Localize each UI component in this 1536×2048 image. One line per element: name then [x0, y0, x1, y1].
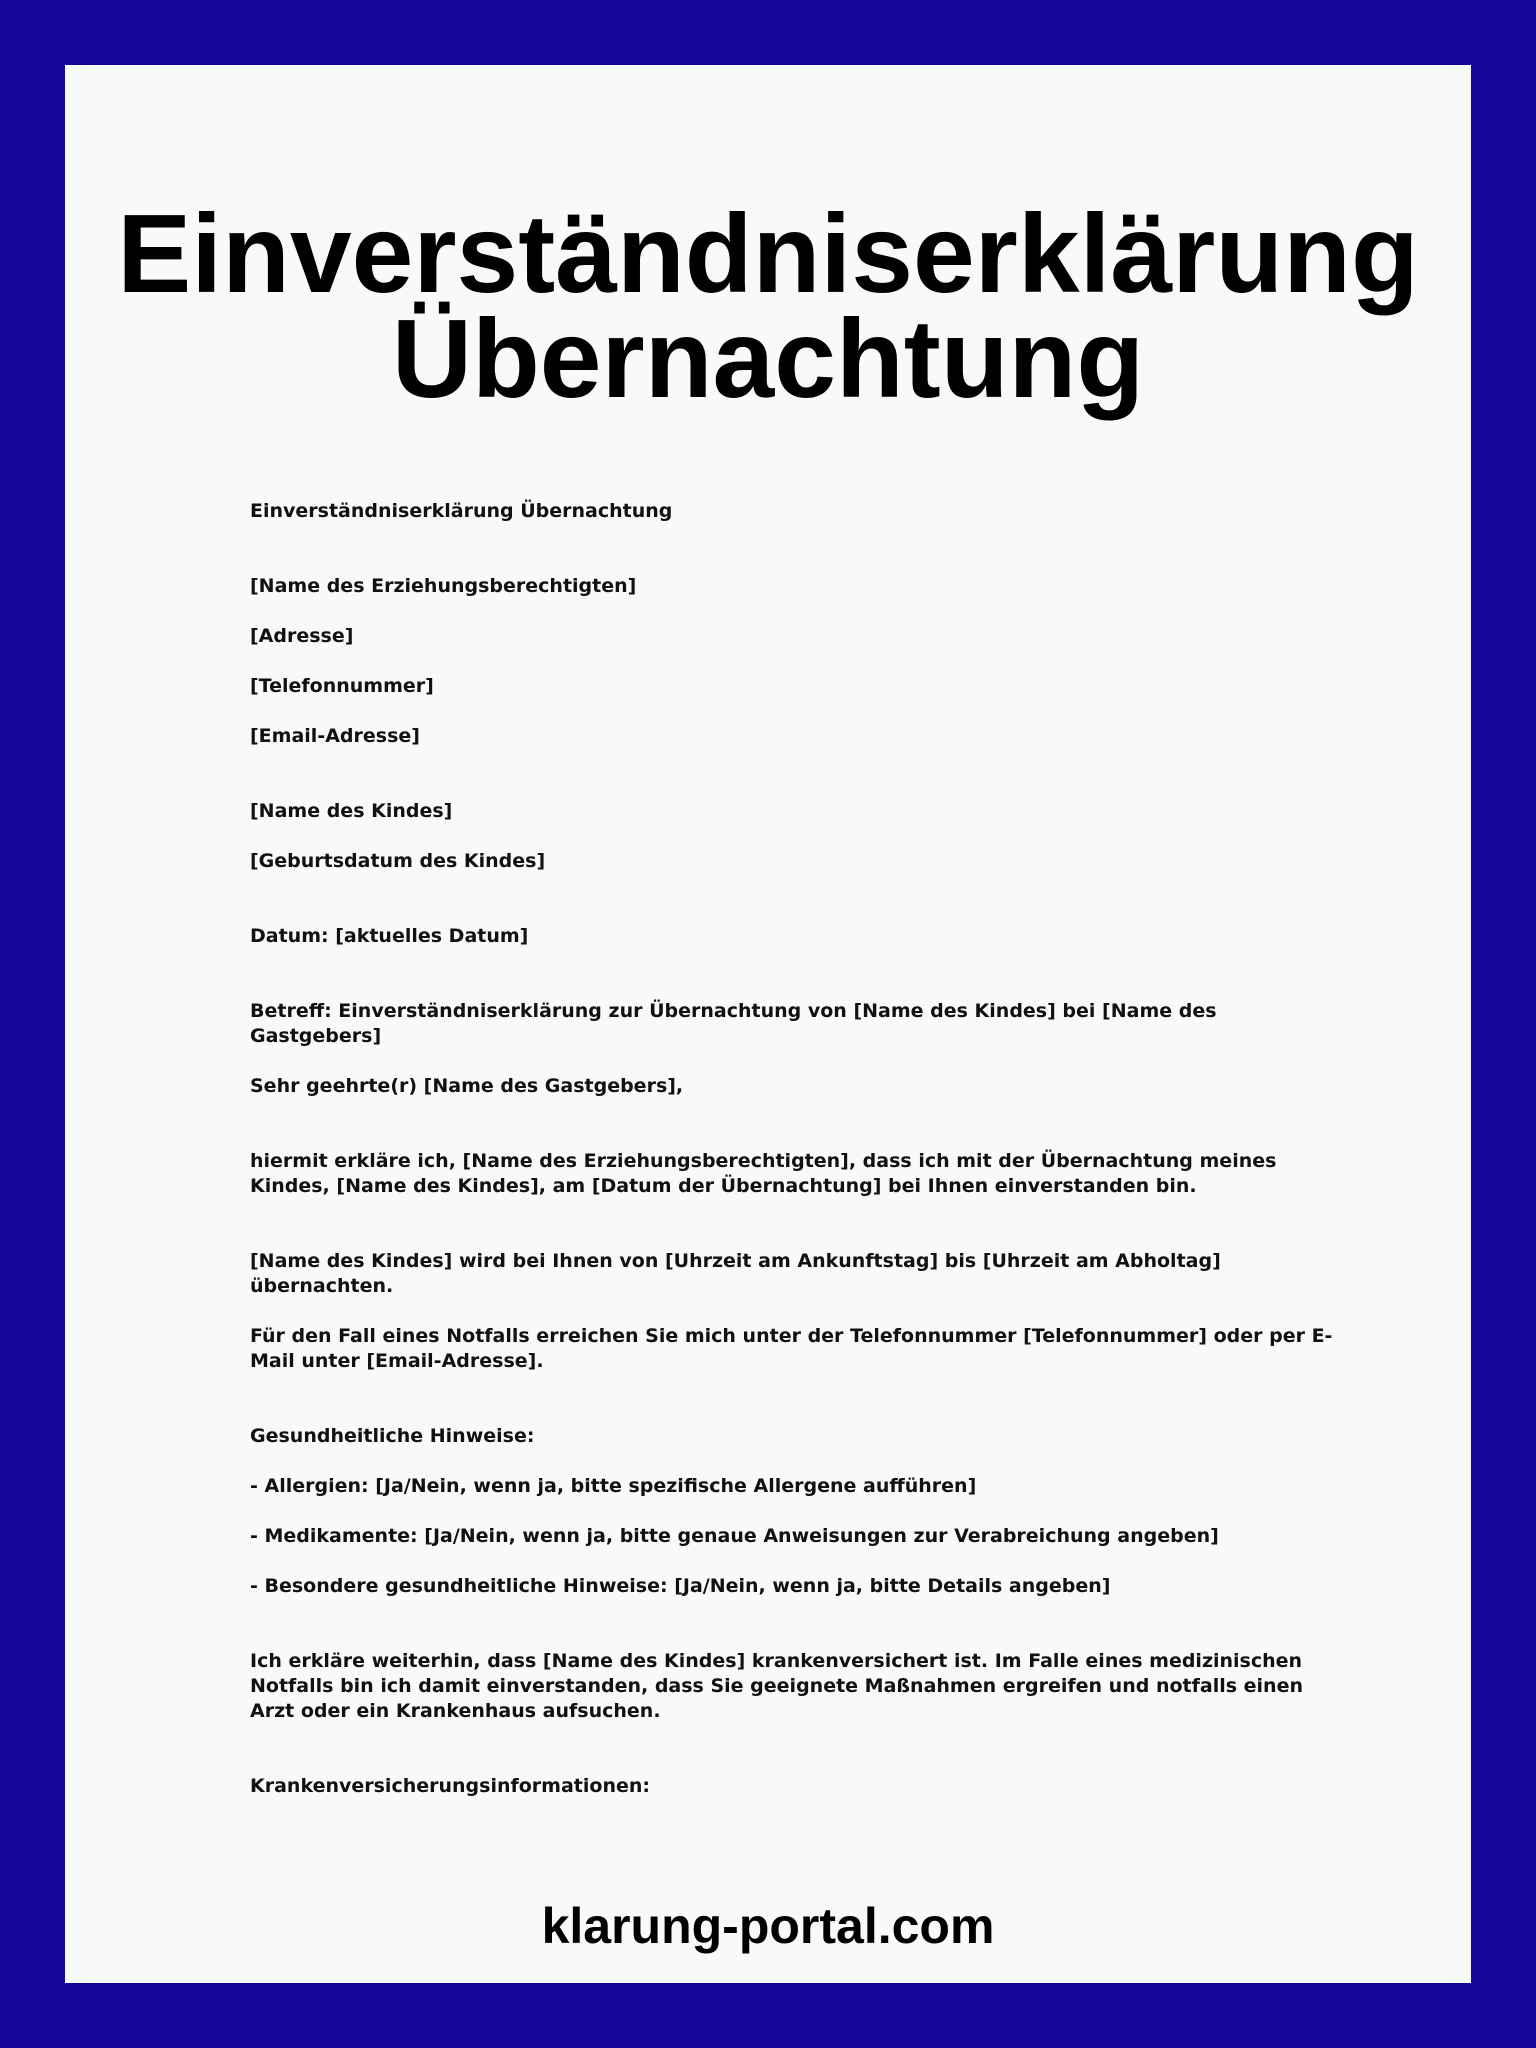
paragraph-times: [Name des Kindes] wird bei Ihnen von [Uhrzeit am Ankunftstag] bis [Uhrzeit am Abholtag] übernachten.	[250, 1250, 1221, 1297]
document-page	[65, 65, 1471, 1983]
guardian-name: [Name des Erziehungsberechtigten]	[250, 575, 637, 597]
letter-heading: Einverständniserklärung Übernachtung	[250, 500, 673, 522]
health-medication: - Medikamente: [Ja/Nein, wenn ja, bitte genaue Anweisungen zur Verabreichung angeben]	[250, 1525, 1219, 1547]
page-title-line-1: Einverständniserklärung	[117, 192, 1419, 316]
health-heading: Gesundheitliche Hinweise:	[250, 1425, 535, 1447]
child-birthdate: [Geburtsdatum des Kindes]	[250, 850, 546, 872]
paragraph-emergency: Für den Fall eines Notfalls erreichen Sie mich unter der Telefonnummer [Telefonnummer] oder per E-Mail unter [Email-Adresse].	[250, 1325, 1333, 1372]
child-name: [Name des Kindes]	[250, 800, 453, 822]
guardian-email: [Email-Adresse]	[250, 725, 420, 747]
paragraph-insurance: Ich erkläre weiterhin, dass [Name des Kindes] krankenversichert ist. Im Falle eines medizinischen Notfalls bin ich damit einverstanden, dass Sie geeignete Maßnahmen ergreifen und notfalls einen Arzt oder ein Krankenhaus aufsuchen.	[250, 1650, 1303, 1722]
footer-site-link[interactable]: klarung-portal.com	[541, 1898, 995, 1954]
paragraph-consent: hiermit erkläre ich, [Name des Erziehungsberechtigten], dass ich mit der Übernachtung meines Kindes, [Name des Kindes], am [Datum der Übernachtung] bei Ihnen einverstanden bin.	[250, 1150, 1277, 1197]
guardian-address: [Adresse]	[250, 625, 354, 647]
health-other: - Besondere gesundheitliche Hinweise: [Ja/Nein, wenn ja, bitte Details angeben]	[250, 1575, 1111, 1597]
insurance-heading: Krankenversicherungsinformationen:	[250, 1775, 650, 1797]
letter-salutation: Sehr geehrte(r) [Name des Gastgebers],	[250, 1075, 684, 1097]
letter-date: Datum: [aktuelles Datum]	[250, 925, 529, 947]
guardian-phone: [Telefonnummer]	[250, 675, 434, 697]
health-allergies: - Allergien: [Ja/Nein, wenn ja, bitte spezifische Allergene aufführen]	[250, 1475, 977, 1497]
page-title-line-2: Übernachtung	[391, 297, 1145, 421]
page-title	[65, 192, 1471, 421]
letter-subject: Betreff: Einverständniserklärung zur Übernachtung von [Name des Kindes] bei [Name des Gastgebers]	[250, 1000, 1217, 1047]
